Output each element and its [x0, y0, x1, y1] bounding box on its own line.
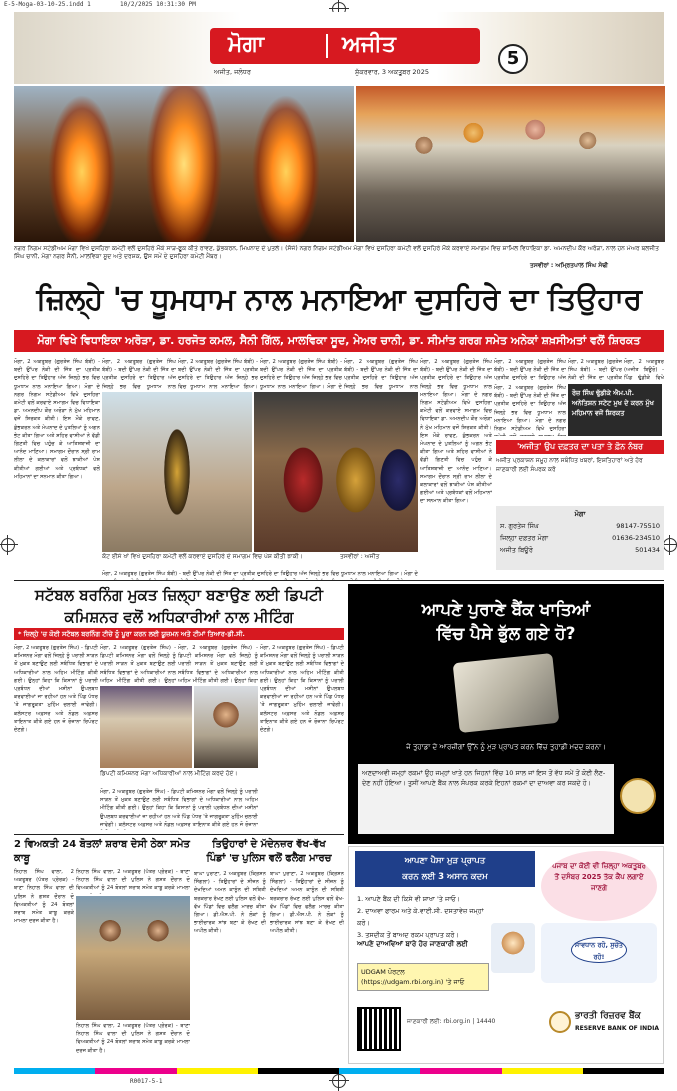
rbi-name-english: RESERVE BANK OF INDIA [575, 1025, 659, 1032]
rbi-emblem-icon [620, 778, 656, 814]
rbi-ad-note: ਅਣਦਾਅਵੀ ਜਮ੍ਹਾਂ ਰਕਮਾਂ ਉਹ ਜਮ੍ਹਾਂ ਖਾਤੇ ਹਨ ਜਿਹਨਾਂ ਵਿੱਚ 10 ਸਾਲ ਜਾਂ ਇਸ ਤੋਂ ਵੱਧ ਸਮੇਂ ਤੋਂ ਕੋਈ ਲੈਣ-ਦੇਣ ਨਹੀਂ ਹੋਇਆ। ਤੁਸੀਂ ਆਪਣੇ ਬੈਂਕ ਨਾਲ ਸੰਪਰਕ ਕਰਕੇ ਇਹਨਾਂ ਰਕਮਾਂ ਦਾ ਦਾਅਵਾ ਕਰ ਸਕਦੇ ਹੋ। [358, 764, 614, 834]
stubble-headline-line-2: ਕਮਿਸ਼ਨਰ ਵਲੋਂ ਅਧਿਕਾਰੀਆਂ ਨਾਲ ਮੀਟਿੰਗ [64, 608, 294, 626]
main-story-column-8: ਮੋਗਾ, 2 ਅਕਤੂਬਰ (ਗੁਰਤੇਜ ਸਿੰਘ ਬੱਬੀ) - ਬਦੀ ਉੱਪਰ ਨੇਕੀ ਦੀ ਜਿੱਤ ਦਾ ਪ੍ਰਤੀਕ [568, 359, 622, 382]
section-divider [14, 580, 664, 581]
office-phone: 501434 [635, 546, 660, 554]
arrest-police-photo [76, 896, 190, 1020]
rbi-contact: ਜਾਣਕਾਰੀ ਲਈ: rbi.org.in | 14440 [407, 1018, 496, 1025]
rbi-step: 1. ਆਪਣੇ ਬੈਂਕ ਦੀ ਕਿਸੇ ਵੀ ਸ਼ਾਖਾ 'ਤੇ ਜਾਓ। [357, 895, 461, 903]
office-city: ਮੋਗਾ [574, 510, 586, 518]
rbi-info-body: UDGAM ਪੋਰਟਲ (https://udgam.rbi.org.in) 'ਤੇ ਜਾਓ [357, 963, 489, 991]
main-story-column-9: ਮੋਗਾ, 2 ਅਕਤੂਬਰ (ਗੁਰਤੇਜ ਸਿੰਘ ਬੱਬੀ) - ਬਦੀ ਉੱਪਰ ਨੇਕੀ ਦੀ ਜਿੱਤ ਦਾ ਪ੍ਰਤੀਕ ਦੁਸਹਿਰੇ ਦਾ ਤਿਉਹਾਰ ਅੱਜ ਜ਼ਿਲ੍ਹੇ ਭਰ ਵਿਚ ਧੂਮਧਾਮ ਨਾਲ ਮਨਾਇਆ ਗਿਆ। ਮੋਗਾ ਦੇ ਨਗਰ ਨਿਗਮ ਸਟੇਡੀਅਮ ਵਿਖੇ ਦੁਸਹਿਰਾ [494, 385, 566, 433]
rbi-ad-headline-1: ਆਪਣੇ ਪੁਰਾਣੇ ਬੈਂਕ ਖਾਤਿਆਂ [421, 600, 591, 620]
mascot-speech: ਸਾਵਧਾਨ ਰਹੋ, ਸੁਚੇਤ ਰਹੋ! [571, 937, 627, 963]
dc-meeting-photo-1 [100, 686, 192, 768]
rbi-step: 3. ਤਸਦੀਕ ਤੋਂ ਬਾਅਦ ਰਕਮ ਪ੍ਰਾਪਤ ਕਰੋ। [357, 931, 459, 939]
main-story-column-3: ਮੋਗਾ, 2 ਅਕਤੂਬਰ (ਗੁਰਤੇਜ ਸਿੰਘ ਬੱਬੀ) - ਬਦੀ ਉੱਪਰ ਨੇਕੀ ਦੀ ਜਿੱਤ ਦਾ ਪ੍ਰਤੀਕ ਦੁਸਹਿਰੇ ਦਾ ਤਿਉਹਾਰ ਅੱਜ ਜ਼ਿਲ੍ਹੇ ਭਰ ਵਿਚ ਧੂਮਧਾਮ ਨਾਲ ਮਨਾਇਆ ਗਿਆ। [178, 359, 258, 390]
rbi-steps-title-1: ਆਪਣਾ ਪੈਸਾ ਮੁੜ ਪ੍ਰਾਪਤ [404, 856, 486, 866]
qr-code-icon[interactable] [357, 1007, 401, 1051]
flagmarch-headline-line-1: ਤਿਉਹਾਰਾਂ ਦੇ ਮੱਦੇਨਜ਼ਰ ਵੱਖ-ਵੱਖ [212, 839, 326, 850]
section-name: ਮੋਗਾ [228, 32, 265, 57]
rbi-step: 2. ਦਾਅਵਾ ਫਾਰਮ ਅਤੇ ਕੇ.ਵਾਈ.ਸੀ. ਦਸਤਾਵੇਜ਼ ਜਮ੍ਹਾਂ ਕਰੋ। [357, 907, 484, 927]
masthead-place: ਅਜੀਤ, ਜਲੰਧਰ [214, 68, 251, 76]
office-row [500, 520, 660, 532]
side-brief-body: ਮੋਗਾ, 2 ਅਕਤੂਬਰ (ਅਜੀਤ ਬਿਊਰੋ) - ਪਿੰਡ ਢੁੱਡੀਕੇ ਵਿਖੇ [624, 359, 664, 382]
stubble-column-1: ਮੋਗਾ, 2 ਅਕਤੂਬਰ (ਗੁਰਤੇਜ ਸਿੰਘ) - ਡਿਪਟੀ ਕਮਿਸ਼ਨਰ ਮੋਗਾ ਵਲੋਂ ਜ਼ਿਲ੍ਹੇ ਨੂੰ ਪਰਾਲੀ ਸਾੜਨ ਤੋਂ ਮੁਕਤ ਬਣਾਉਣ ਲਈ ਸਬੰਧਿਤ ਵਿਭਾਗਾਂ ਦੇ ਅਧਿਕਾਰੀਆਂ ਨਾਲ ਅਹਿਮ ਮੀਟਿੰਗ ਕੀਤੀ ਗਈ। ਉਨ੍ਹਾਂ ਕਿਹਾ ਕਿ ਕਿਸਾਨਾਂ ਨੂੰ ਪਰਾਲੀ ਪ੍ਰਬੰਧਨ ਦੀਆਂ ਮਸ਼ੀਨਾਂ ਉਪਲਬਧ ਕਰਵਾਈਆਂ ਜਾ ਰਹੀਆਂ ਹਨ ਅਤੇ ਪਿੰਡ ਪੱਧਰ 'ਤੇ ਜਾਗਰੂਕਤਾ ਮੁਹਿੰਮ ਚਲਾਈ ਜਾਵੇਗੀ। ਕਲੱਸਟਰ ਅਫ਼ਸਰ ਅਤੇ ਨੋਡਲ ਅਫ਼ਸਰ ਤਾਇਨਾਤ ਕੀਤੇ ਗਏ ਹਨ ਜੋ ਰੋਜ਼ਾਨਾ ਰਿਪੋਰਟ ਦੇਣਗੇ। [14, 645, 98, 734]
office-row [500, 532, 660, 544]
flagmarch-column-2: ਬਾਘਾ ਪੁਰਾਣਾ, 2 ਅਕਤੂਬਰ (ਕ੍ਰਿਸ਼ਨ ਸਿੰਗਲਾ) - ਤਿਉਹਾਰਾਂ ਦੇ ਸੀਜ਼ਨ ਨੂੰ ਦੇਖਦਿਆਂ ਅਮਨ ਕਾਨੂੰਨ ਦੀ ਸਥਿਤੀ ਬਰਕਰਾਰ ਰੱਖਣ ਲਈ ਪੁਲਿਸ ਵਲੋਂ ਵੱਖ-ਵੱਖ ਪਿੰਡਾਂ ਵਿਚ ਫਲੈਗ ਮਾਰਚ ਕੀਤਾ ਗਿਆ। ਡੀ.ਐਸ.ਪੀ. ਨੇ ਲੋਕਾਂ ਨੂੰ ਭਾਈਚਾਰਕ ਸਾਂਝ ਬਣਾ ਕੇ ਰੱਖਣ ਦੀ ਅਪੀਲ ਕੀਤੀ। [270, 871, 344, 935]
arrest-column-3: ਨਿਹਾਲ ਸਿੰਘ ਵਾਲਾ, 2 ਅਕਤੂਬਰ (ਪੱਤਰ ਪ੍ਰੇਰਕ) - ਥਾਣਾ ਨਿਹਾਲ ਸਿੰਘ ਵਾਲਾ ਦੀ ਪੁਲਿਸ ਨੇ ਗਸ਼ਤ ਦੌਰਾਨ ਦੋ ਵਿਅਕਤੀਆਂ ਨੂੰ 24 ਬੋਤਲਾਂ ਸ਼ਰਾਬ ਸਮੇਤ ਕਾਬੂ ਕਰਕੇ ਮਾਮਲਾ ਦਰਜ ਕੀਤਾ ਹੈ। [76, 1023, 190, 1054]
main-story-tail: ਮੋਗਾ, 2 ਅਕਤੂਬਰ (ਗੁਰਤੇਜ ਸਿੰਘ ਬੱਬੀ) - ਬਦੀ ਉੱਪਰ ਨੇਕੀ ਦੀ ਜਿੱਤ ਦਾ ਪ੍ਰਤੀਕ ਦੁਸਹਿਰੇ ਦਾ ਤਿਉਹਾਰ ਅੱਜ ਜ਼ਿਲ੍ਹੇ ਭਰ ਵਿਚ ਧੂਮਧਾਮ ਨਾਲ ਮਨਾਇਆ ਗਿਆ। ਮੋਗਾ ਦੇ [102, 571, 418, 577]
office-name: ਸ. ਗੁਰਤੇਜ ਸਿੰਘ [500, 522, 539, 530]
flagmarch-headline-line-2: ਪਿੰਡਾਂ 'ਚ ਪੁਲਿਸ ਵਲੋਂ ਫਲੈਗ ਮਾਰਚ [206, 853, 332, 864]
ramlila-jhanki-photo [254, 392, 418, 552]
section-divider [14, 834, 344, 835]
main-story-column-5: ਮੋਗਾ, 2 ਅਕਤੂਬਰ (ਗੁਰਤੇਜ ਸਿੰਘ ਬੱਬੀ) - ਬਦੀ ਉੱਪਰ ਨੇਕੀ ਦੀ ਜਿੱਤ ਦਾ ਪ੍ਰਤੀਕ ਦੁਸਹਿਰੇ ਦਾ ਤਿਉਹਾਰ ਅੱਜ ਜ਼ਿਲ੍ਹੇ ਭਰ ਵਿਚ ਧੂਮਧਾਮ ਨਾਲ [344, 359, 418, 390]
mascot-icon [491, 923, 535, 973]
main-story-column-1: ਮੋਗਾ, 2 ਅਕਤੂਬਰ (ਗੁਰਤੇਜ ਸਿੰਘ ਬੱਬੀ) - ਬਦੀ ਉੱਪਰ ਨੇਕੀ ਦੀ ਜਿੱਤ ਦਾ ਪ੍ਰਤੀਕ ਦੁਸਹਿਰੇ ਦਾ ਤਿਉਹਾਰ ਅੱਜ ਜ਼ਿਲ੍ਹੇ ਭਰ ਵਿਚ ਧੂਮਧਾਮ ਨਾਲ ਮਨਾਇਆ ਗਿਆ। ਮੋਗਾ ਦੇ ਨਗਰ ਨਿਗਮ ਸਟੇਡੀਅਮ ਵਿਖੇ ਦੁਸਹਿਰਾ ਕਮੇਟੀ ਵਲੋਂ ਕਰਵਾਏ ਸਮਾਗਮ ਵਿਚ ਵਿਧਾਇਕਾ ਡਾ. ਅਮਨਦੀਪ ਕੌਰ ਅਰੋੜਾ ਨੇ ਮੁੱਖ ਮਹਿਮਾਨ ਵਜੋਂ ਸ਼ਿਰਕਤ ਕੀਤੀ। ਇਸ ਮੌਕੇ ਰਾਵਣ, ਕੁੰਭਕਰਨ ਅਤੇ ਮੇਘਨਾਦ ਦੇ ਪੁਤਲਿਆਂ ਨੂੰ ਅਗਨ ਭੇਟ ਕੀਤਾ ਗਿਆ ਅਤੇ ਸ਼ਹਿਰ ਵਾਸੀਆਂ ਨੇ ਵੱਡੀ ਗਿਣਤੀ ਵਿਚ ਪਹੁੰਚ ਕੇ ਆਤਿਸ਼ਬਾਜ਼ੀ ਦਾ ਆਨੰਦ ਮਾਣਿਆ। ਸਮਾਗਮ ਦੌਰਾਨ ਸ੍ਰੀ ਰਾਮ ਲੀਲਾ ਦੇ ਕਲਾਕਾਰਾਂ ਵਲੋਂ ਝਾਕੀਆਂ ਪੇਸ਼ ਕੀਤੀਆਂ ਗਈਆਂ ਅਤੇ ਪ੍ਰਬੰਧਕਾਂ ਵਲੋਂ ਮਹਿਮਾਨਾਂ ਦਾ ਸਨਮਾਨ ਕੀਤਾ ਗਿਆ। [14, 359, 100, 480]
rbi-ad-bottom [348, 846, 664, 1064]
stubble-column-2: ਮੋਗਾ, 2 ਅਕਤੂਬਰ (ਗੁਰਤੇਜ ਸਿੰਘ) - ਡਿਪਟੀ ਕਮਿਸ਼ਨਰ ਮੋਗਾ ਵਲੋਂ ਜ਼ਿਲ੍ਹੇ ਨੂੰ ਪਰਾਲੀ ਸਾੜਨ ਤੋਂ ਮੁਕਤ ਬਣਾਉਣ ਲਈ ਸਬੰਧਿਤ ਵਿਭਾਗਾਂ ਦੇ ਅਧਿਕਾਰੀਆਂ ਨਾਲ ਅਹਿਮ ਮੀਟਿੰਗ ਕੀਤੀ ਗਈ। ਉਨ੍ਹਾਂ [100, 645, 176, 684]
dussehra-stage-photo [356, 86, 665, 242]
office-name: ਜਿਲ੍ਹਾ ਦਫ਼ਤਰ ਮੋਗਾ [500, 534, 549, 542]
main-headline: ਜ਼ਿਲ੍ਹੇ 'ਚ ਧੂਮਧਾਮ ਨਾਲ ਮਨਾਇਆ ਦੁਸਹਿਰੇ ਦਾ ਤਿਉਹਾਰ [36, 282, 642, 317]
arrest-column-2: ਨਿਹਾਲ ਸਿੰਘ ਵਾਲਾ, 2 ਅਕਤੂਬਰ (ਪੱਤਰ ਪ੍ਰੇਰਕ) - ਥਾਣਾ ਨਿਹਾਲ ਸਿੰਘ ਵਾਲਾ ਦੀ ਪੁਲਿਸ ਨੇ ਗਸ਼ਤ ਦੌਰਾਨ ਦੋ ਵਿਅਕਤੀਆਂ ਨੂੰ 24 ਬੋਤਲਾਂ ਸ਼ਰਾਬ ਸਮੇਤ ਕਾਬੂ ਕਰਕੇ ਮਾਮਲਾ [76, 869, 190, 892]
masthead-logo-block [210, 28, 480, 64]
page-number: 5 [498, 44, 528, 74]
office-row [500, 544, 660, 556]
office-phone: 98147-75510 [616, 522, 660, 530]
stubble-photo-caption: ਡਿਪਟੀ ਕਮਿਸ਼ਨਰ ਮੋਗਾ ਅਧਿਕਾਰੀਆਂ ਨਾਲ ਮੀਟਿੰਗ ਕਰਦੇ ਹੋਏ। [100, 770, 238, 777]
print-slug: E-5-Moga-03-10-25.indd 1 [4, 1, 91, 8]
masthead-date: ਸ਼ੁੱਕਰਵਾਰ, 3 ਅਕਤੂਬਰ 2025 [355, 68, 429, 76]
ravan-actor-photo [102, 392, 252, 552]
office-box-note: ਅਜੀਤ ਪ੍ਰਕਾਸ਼ਨ ਸਮੂਹ ਨਾਲ ਸਬੰਧਿਤ ਖ਼ਬਰਾਂ, ਇਸ਼ਤਿਹਾਰਾਂ ਅਤੇ ਹੋਰ ਜਾਣਕਾਰੀ ਲਈ ਸੰਪਰਕ ਕਰੋ [496, 457, 643, 473]
main-subhead: ਮੋਗਾ ਵਿਖੇ ਵਿਧਾਇਕਾ ਅਰੋੜਾ, ਡਾ. ਹਰਜੋਤ ਕਮਲ, ਸੈਨੀ ਗਿੱਲ, ਮਾਲਵਿਕਾ ਸੂਦ, ਮੇਅਰ ਚਾਨੀ, ਡਾ. ਸੀਮਾਂਤ ਗਰਗ ਸਮੇਤ ਅਨੇਕਾਂ ਸ਼ਖ਼ਸੀਅਤਾਂ ਵਲੋਂ ਸ਼ਿਰਕਤ [14, 330, 664, 352]
footer-slug: R0017-5-1 [130, 1078, 163, 1085]
print-color-bar [14, 1068, 664, 1074]
brand-logo: ਅਜੀਤ [342, 32, 396, 57]
rbi-ad-tagline: ਜੇ ਤੁਹਾਡਾ ਦੇ ਆਰਜ਼ੀਗਾਂ ਉੱਨ ਨੂੰ ਮੁੜ ਪ੍ਰਾਪਤ ਕਰਨ ਵਿੱਚ ਤੁਹਾਡੀ ਮਦਦ ਕਰਨਾ। [406, 743, 606, 751]
registration-mark-icon [663, 538, 677, 552]
main-photo-caption-2: ਤਸਵੀਰਾਂ : ਅਜੀਤ [340, 553, 380, 560]
mascot-scene [541, 923, 657, 983]
stubble-column-5: ਮੋਗਾ, 2 ਅਕਤੂਬਰ (ਗੁਰਤੇਜ ਸਿੰਘ) - ਡਿਪਟੀ ਕਮਿਸ਼ਨਰ ਮੋਗਾ ਵਲੋਂ ਜ਼ਿਲ੍ਹੇ ਨੂੰ ਪਰਾਲੀ ਸਾੜਨ ਤੋਂ ਮੁਕਤ ਬਣਾਉਣ ਲਈ ਸਬੰਧਿਤ ਵਿਭਾਗਾਂ ਦੇ ਅਧਿਕਾਰੀਆਂ ਨਾਲ ਅਹਿਮ ਮੀਟਿੰਗ ਕੀਤੀ ਗਈ। ਉਨ੍ਹਾਂ ਕਿਹਾ ਕਿ ਕਿਸਾਨਾਂ ਨੂੰ ਪਰਾਲੀ ਪ੍ਰਬੰਧਨ ਦੀਆਂ ਮਸ਼ੀਨਾਂ ਉਪਲਬਧ ਕਰਵਾਈਆਂ ਜਾ ਰਹੀਆਂ ਹਨ ਅਤੇ ਪਿੰਡ ਪੱਧਰ 'ਤੇ ਜਾਗਰੂਕਤਾ ਮੁਹਿੰਮ ਚਲਾਈ ਜਾਵੇਗੀ। ਕਲੱਸਟਰ ਅਫ਼ਸਰ ਅਤੇ ਨੋਡਲ ਅਫ਼ਸਰ ਤਾਇਨਾਤ ਕੀਤੇ ਗਏ ਹਨ ਜੋ ਰੋਜ਼ਾਨਾ [100, 789, 258, 828]
registration-mark-icon [1, 538, 15, 552]
office-box-table [496, 506, 664, 570]
main-story-column-4: ਮੋਗਾ, 2 ਅਕਤੂਬਰ (ਗੁਰਤੇਜ ਸਿੰਘ ਬੱਬੀ) - ਬਦੀ ਉੱਪਰ ਨੇਕੀ ਦੀ ਜਿੱਤ ਦਾ ਪ੍ਰਤੀਕ ਦੁਸਹਿਰੇ ਦਾ ਤਿਉਹਾਰ ਅੱਜ ਜ਼ਿਲ੍ਹੇ ਭਰ ਵਿਚ ਧੂਮਧਾਮ ਨਾਲ ਮਨਾਇਆ ਗਿਆ। ਮੋਗਾ ਦੇ [260, 359, 342, 390]
main-story-column-2: ਮੋਗਾ, 2 ਅਕਤੂਬਰ (ਗੁਰਤੇਜ ਸਿੰਘ ਬੱਬੀ) - ਬਦੀ ਉੱਪਰ ਨੇਕੀ ਦੀ ਜਿੱਤ ਦਾ ਪ੍ਰਤੀਕ ਦੁਸਹਿਰੇ ਦਾ ਤਿਉਹਾਰ ਅੱਜ ਜ਼ਿਲ੍ਹੇ ਭਰ ਵਿਚ ਧੂਮਧਾਮ ਨਾਲ [102, 359, 176, 390]
dc-meeting-photo-2 [194, 686, 258, 768]
rbi-name-punjabi: ਭਾਰਤੀ ਰਿਜ਼ਰਵ ਬੈਂਕ [575, 1011, 641, 1021]
stubble-kicker: * ਜ਼ਿਲ੍ਹੇ 'ਚ ਕੋਈ ਸਟੱਬਲ ਬਰਨਿੰਗ ਟੀਚੇ ਨੂੰ ਪੂਰਾ ਕਰਨ ਲਈ ਯੂਜ਼ਮਨ ਅਤੇ ਟੀਮਾਂ ਤਿਆਰ-ਡੀ.ਸੀ. [14, 628, 344, 640]
stubble-column-4: ਮੋਗਾ, 2 ਅਕਤੂਬਰ (ਗੁਰਤੇਜ ਸਿੰਘ) - ਡਿਪਟੀ ਕਮਿਸ਼ਨਰ ਮੋਗਾ ਵਲੋਂ ਜ਼ਿਲ੍ਹੇ ਨੂੰ ਪਰਾਲੀ ਸਾੜਨ ਤੋਂ ਮੁਕਤ ਬਣਾਉਣ ਲਈ ਸਬੰਧਿਤ ਵਿਭਾਗਾਂ ਦੇ ਅਧਿਕਾਰੀਆਂ ਨਾਲ ਅਹਿਮ ਮੀਟਿੰਗ ਕੀਤੀ ਗਈ। ਉਨ੍ਹਾਂ ਕਿਹਾ ਕਿ ਕਿਸਾਨਾਂ ਨੂੰ ਪਰਾਲੀ ਪ੍ਰਬੰਧਨ ਦੀਆਂ ਮਸ਼ੀਨਾਂ ਉਪਲਬਧ ਕਰਵਾਈਆਂ ਜਾ ਰਹੀਆਂ ਹਨ ਅਤੇ ਪਿੰਡ ਪੱਧਰ 'ਤੇ ਜਾਗਰੂਕਤਾ ਮੁਹਿੰਮ ਚਲਾਈ ਜਾਵੇਗੀ। ਕਲੱਸਟਰ ਅਫ਼ਸਰ ਅਤੇ ਨੋਡਲ ਅਫ਼ਸਰ ਤਾਇਨਾਤ ਕੀਤੇ ਗਏ ਹਨ ਜੋ ਰੋਜ਼ਾਨਾ ਰਿਪੋਰਟ ਦੇਣਗੇ। [260, 645, 344, 734]
side-brief-headline: ਰੋਜ਼ ਸਿੰਘ ਢੁੱਡੀਕੇ ਐਮ.ਪੀ. ਅਨੇਤਿਸ਼ਨ ਸਟੇਟ ਮੁਖ ਦੇ ਕਰਨ ਮੁੱਖ ਮਹਿਮਾਨ ਵਜੋਂ ਸ਼ਿਰਕਤ [568, 384, 662, 436]
arrest-column-1: ਨਿਹਾਲ ਸਿੰਘ ਵਾਲਾ, 2 ਅਕਤੂਬਰ (ਪੱਤਰ ਪ੍ਰੇਰਕ) - ਥਾਣਾ ਨਿਹਾਲ ਸਿੰਘ ਵਾਲਾ ਦੀ ਪੁਲਿਸ ਨੇ ਗਸ਼ਤ ਦੌਰਾਨ ਦੋ ਵਿਅਕਤੀਆਂ ਨੂੰ 24 ਬੋਤਲਾਂ ਸ਼ਰਾਬ ਸਮੇਤ ਕਾਬੂ ਕਰਕੇ ਮਾਮਲਾ ਦਰਜ ਕੀਤਾ ਹੈ। [14, 869, 74, 925]
stubble-headline-line-1: ਸਟੱਬਲ ਬਰਨਿੰਗ ਮੁਕਤ ਜ਼ਿਲ੍ਹਾ ਬਣਾਉਣ ਲਈ ਡਿਪਟੀ [34, 586, 324, 604]
print-timestamp: 10/2/2025 10:31:30 PM [120, 1, 196, 8]
main-story-column-6: ਮੋਗਾ, 2 ਅਕਤੂਬਰ (ਗੁਰਤੇਜ ਸਿੰਘ ਬੱਬੀ) - ਬਦੀ ਉੱਪਰ ਨੇਕੀ ਦੀ ਜਿੱਤ ਦਾ ਪ੍ਰਤੀਕ ਦੁਸਹਿਰੇ ਦਾ ਤਿਉਹਾਰ ਅੱਜ ਜ਼ਿਲ੍ਹੇ ਭਰ ਵਿਚ ਧੂਮਧਾਮ ਨਾਲ ਮਨਾਇਆ ਗਿਆ। ਮੋਗਾ ਦੇ ਨਗਰ ਨਿਗਮ ਸਟੇਡੀਅਮ ਵਿਖੇ ਦੁਸਹਿਰਾ ਕਮੇਟੀ ਵਲੋਂ ਕਰਵਾਏ ਸਮਾਗਮ ਵਿਚ ਵਿਧਾਇਕਾ ਡਾ. ਅਮਨਦੀਪ ਕੌਰ ਅਰੋੜਾ ਨੇ ਮੁੱਖ ਮਹਿਮਾਨ ਵਜੋਂ ਸ਼ਿਰਕਤ ਕੀਤੀ। ਇਸ ਮੌਕੇ ਰਾਵਣ, ਕੁੰਭਕਰਨ ਅਤੇ ਮੇਘਨਾਦ ਦੇ ਪੁਤਲਿਆਂ ਨੂੰ ਅਗਨ ਭੇਟ ਕੀਤਾ ਗਿਆ ਅਤੇ ਸ਼ਹਿਰ ਵਾਸੀਆਂ ਨੇ ਵੱਡੀ ਗਿਣਤੀ ਵਿਚ ਪਹੁੰਚ ਕੇ ਆਤਿਸ਼ਬਾਜ਼ੀ ਦਾ ਆਨੰਦ ਮਾਣਿਆ। ਸਮਾਗਮ ਦੌਰਾਨ ਸ੍ਰੀ ਰਾਮ ਲੀਲਾ ਦੇ ਕਲਾਕਾਰਾਂ ਵਲੋਂ ਝਾਕੀਆਂ ਪੇਸ਼ ਕੀਤੀਆਂ ਗਈਆਂ ਅਤੇ ਪ੍ਰਬੰਧਕਾਂ ਵਲੋਂ ਮਹਿਮਾਨਾਂ ਦਾ ਸਨਮਾਨ ਕੀਤਾ ਗਿਆ। [420, 359, 492, 505]
flagmarch-column-1: ਬਾਘਾ ਪੁਰਾਣਾ, 2 ਅਕਤੂਬਰ (ਕ੍ਰਿਸ਼ਨ ਸਿੰਗਲਾ) - ਤਿਉਹਾਰਾਂ ਦੇ ਸੀਜ਼ਨ ਨੂੰ ਦੇਖਦਿਆਂ ਅਮਨ ਕਾਨੂੰਨ ਦੀ ਸਥਿਤੀ ਬਰਕਰਾਰ ਰੱਖਣ ਲਈ ਪੁਲਿਸ ਵਲੋਂ ਵੱਖ-ਵੱਖ ਪਿੰਡਾਂ ਵਿਚ ਫਲੈਗ ਮਾਰਚ ਕੀਤਾ ਗਿਆ। ਡੀ.ਐਸ.ਪੀ. ਨੇ ਲੋਕਾਂ ਨੂੰ ਭਾਈਚਾਰਕ ਸਾਂਝ ਬਣਾ ਕੇ ਰੱਖਣ ਦੀ ਅਪੀਲ ਕੀਤੀ। [194, 871, 266, 935]
registration-mark-icon [332, 1074, 346, 1088]
rbi-ad-headline-2: ਵਿੱਚ ਪੈਸੇ ਭੁੱਲ ਗਏ ਹੋ? [436, 624, 576, 644]
rbi-steps-list [357, 893, 489, 941]
office-box-title: 'ਅਜੀਤ' ਉਪ ਦਫ਼ਤਰ ਦਾ ਪਤਾ ਤੇ ਫ਼ੋਨ ਨੰਬਰ [496, 440, 664, 454]
banknotes-icon [453, 653, 560, 733]
rbi-info-title: ਆਪਣੇ ਦਾਅਵਿਆਂ ਬਾਰੇ ਹੋਰ ਜਾਣਕਾਰੀ ਲਈ [357, 940, 468, 948]
rbi-camp-bubble: ਪੰਜਾਬ ਦਾ ਕੋਈ ਵੀ ਜ਼ਿਲ੍ਹਾ ਅਕਤੂਬਰ ਤੋਂ ਦਸੰਬਰ 2025 ਤੱਕ ਕੈਂਪ ਲਗਾਏ ਜਾਣਗੇ [541, 851, 657, 921]
rbi-steps-title [355, 851, 535, 887]
main-story-column-7: ਮੋਗਾ, 2 ਅਕਤੂਬਰ (ਗੁਰਤੇਜ ਸਿੰਘ ਬੱਬੀ) - ਬਦੀ ਉੱਪਰ ਨੇਕੀ ਦੀ ਜਿੱਤ ਦਾ ਪ੍ਰਤੀਕ ਦੁਸਹਿਰੇ ਦਾ ਤਿਉਹਾਰ ਅੱਜ [494, 359, 566, 382]
office-name: ਅਜੀਤ ਬਿਊਰੋ [500, 546, 533, 554]
dussehra-effigies-photo [14, 86, 354, 242]
rbi-ad-top [348, 584, 664, 844]
top-photo-credit: ਤਸਵੀਰਾਂ : ਅਮ੍ਰਿਤਪਾਲ ਸਿੰਘ ਸੋਢੀ [530, 262, 608, 269]
rbi-steps-title-2: ਕਰਨ ਲਈ 3 ਅਸਾਨ ਕਦਮ [402, 872, 488, 882]
office-phone: 01636-234510 [612, 534, 660, 542]
top-photo-caption: ਨਗਰ ਨਿਗਮ ਸਟੇਡੀਅਮ ਮੋਗਾ ਵਿਖੇ ਦੁਸਹਿਰਾ ਕਮੇਟੀ ਵਲੋਂ ਦੁਸਹਿਰੇ ਮੌਕੇ ਸਾੜ-ਫੂਕ ਕੀਤੇ ਰਾਵਣ, ਕੁੰਭਕਰਨ, ਮਿਘਨਾਦ ਦੇ ਪੁਤਲੇ। (ਸੱਜੇ) ਨਗਰ ਨਿਗਮ ਸਟੇਡੀਅਮ ਮੋਗਾ ਵਿਖੇ ਦੁਸਹਿਰਾ ਕਮੇਟੀ ਵਲੋਂ ਦੁਸਹਿਰੇ ਮੌਕੇ ਕਰਵਾਏ ਸਮਾਗਮ ਵਿਚ ਸ਼ਾਮਿਲ ਵਿਧਾਇਕਾ ਡਾ. ਅਮਨਦੀਪ ਕੌਰ ਅਰੋੜਾ, ਨਾਲ ਹਨ ਮੇਅਰ ਬਲਜੀਤ ਸਿੰਘ ਚਾਨੀ, ਮੋਗਾ ਨਗਰ ਸੈਨੀ, ਮਾਲਵਿਕਾ ਸੂਦ ਅਤੇ ਦਰਸ਼ਕ, ਉਸ ਸਮੇਂ ਦੇ ਦੁਸਹਿਰਾ ਕਮੇਟੀ ਮੈਂਬਰ। [14, 245, 659, 260]
masthead-divider [326, 34, 328, 58]
stubble-column-3: ਮੋਗਾ, 2 ਅਕਤੂਬਰ (ਗੁਰਤੇਜ ਸਿੰਘ) - ਡਿਪਟੀ ਕਮਿਸ਼ਨਰ ਮੋਗਾ ਵਲੋਂ ਜ਼ਿਲ੍ਹੇ ਨੂੰ ਪਰਾਲੀ ਸਾੜਨ ਤੋਂ ਮੁਕਤ ਬਣਾਉਣ ਲਈ ਸਬੰਧਿਤ ਵਿਭਾਗਾਂ ਦੇ ਅਧਿਕਾਰੀਆਂ ਨਾਲ ਅਹਿਮ ਮੀਟਿੰਗ ਕੀਤੀ ਗਈ। ਉਨ੍ਹਾਂ ਕਿਹਾ [178, 645, 258, 684]
arrest-headline: 2 ਵਿਅਕਤੀ 24 ਬੋਤਲਾਂ ਸ਼ਰਾਬ ਦੇਸੀ ਠੇਕਾ ਸਮੇਤ ਕਾਬੂ [14, 839, 190, 864]
rbi-logo-icon [549, 1011, 571, 1033]
main-photo-caption: ਕੋਟ ਈਸੇ ਖਾਂ ਵਿਖੇ ਦੁਸਹਿਰਾ ਕਮੇਟੀ ਵਲੋਂ ਕਰਵਾਏ ਦੁਸਹਿਰੇ ਦੇ ਸਮਾਗਮ ਵਿਚ ਪੇਸ਼ ਕੀਤੀ ਝਾਕੀ। [102, 553, 303, 560]
